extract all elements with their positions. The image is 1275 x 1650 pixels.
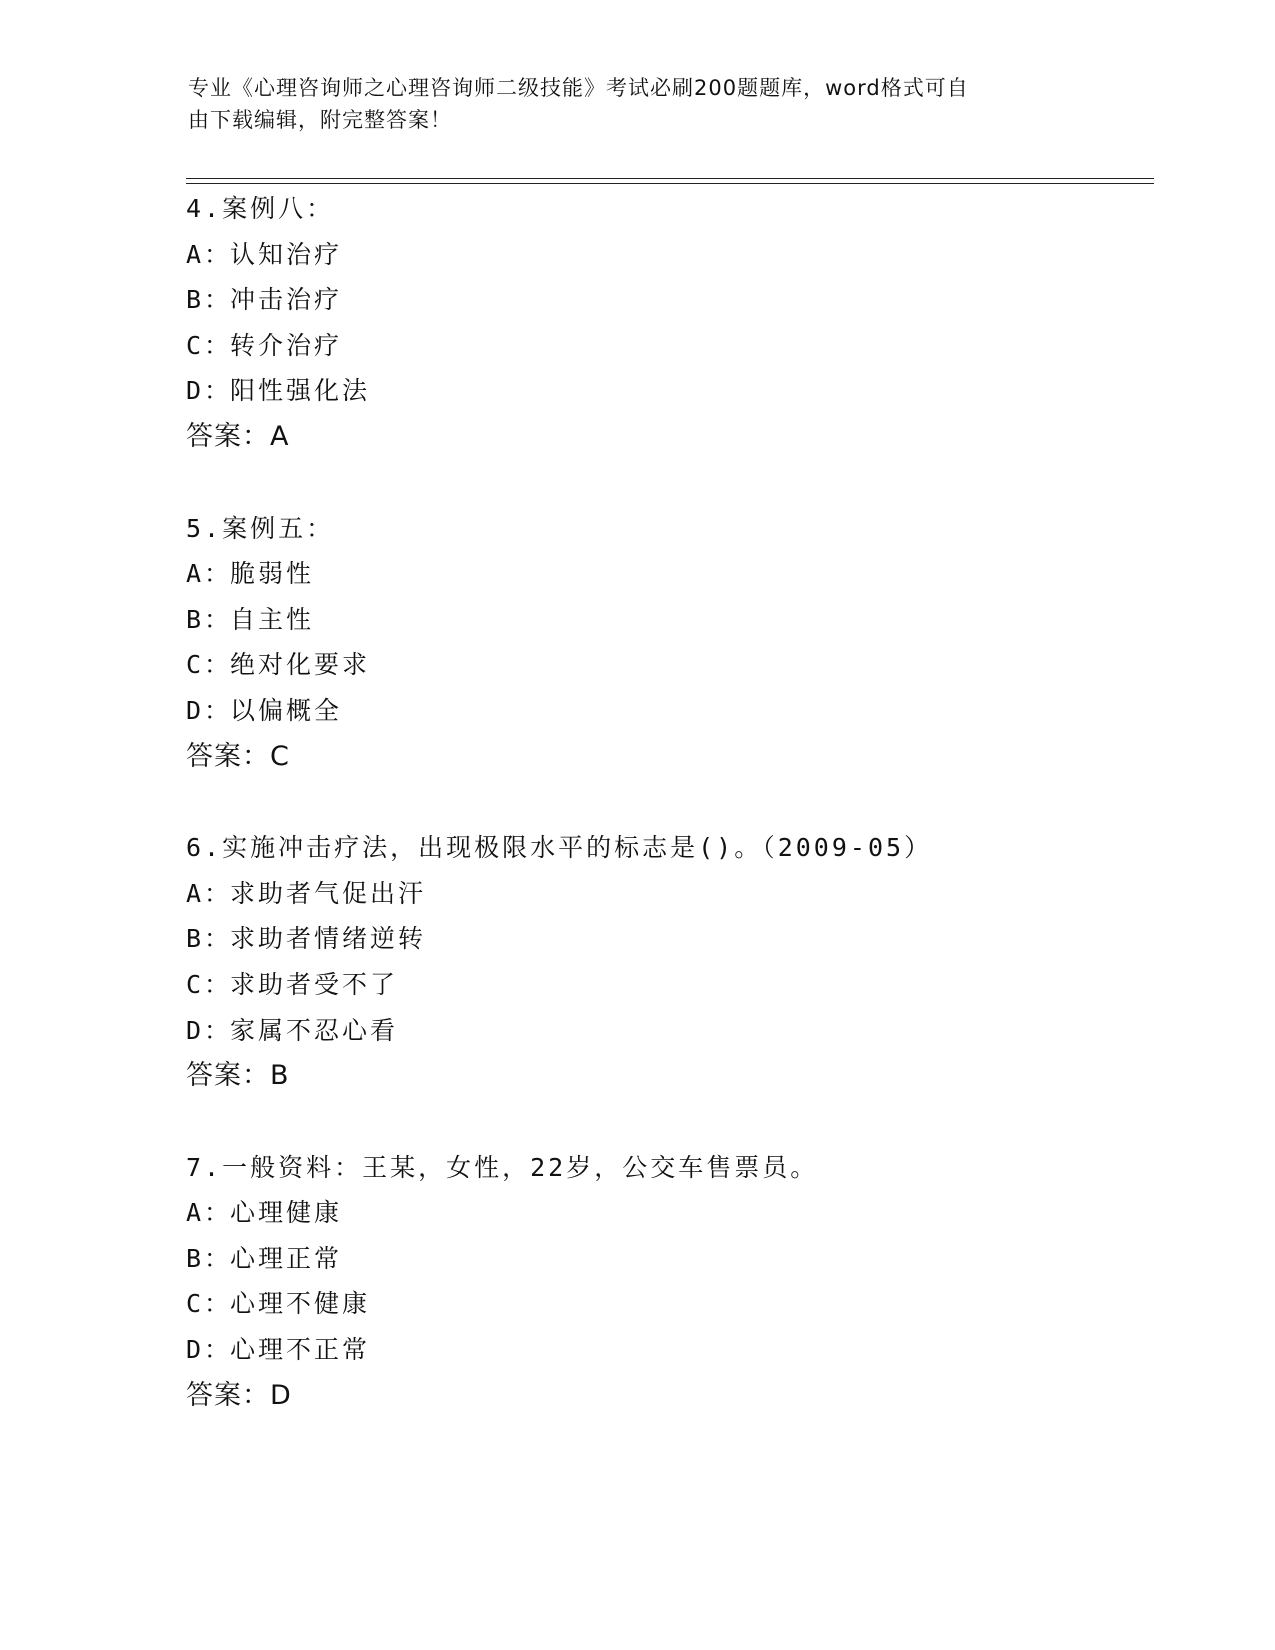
option-text: 心理不正常 [230,1335,371,1365]
option-d [186,1327,1146,1373]
option-b [186,1236,1146,1282]
option-key: D： [186,1015,233,1045]
option-text: 求助者气促出汗 [230,878,427,908]
option-c [186,323,1146,369]
option-c [186,962,1146,1008]
option-key: B： [186,1243,233,1273]
option-key: B： [186,285,233,315]
question-7 [186,1145,1146,1419]
option-b [186,277,1146,323]
option-key: A： [186,559,233,589]
option-text: 冲击治疗 [230,285,343,315]
answer-line: 答案：D [186,1379,292,1411]
option-b [186,916,1146,962]
option-text: 认知治疗 [230,239,343,269]
option-key: B： [186,604,233,634]
answer-line: 答案：B [186,1060,290,1092]
question-title: 5.案例五： [186,513,335,543]
option-text: 家属不忍心看 [230,1015,399,1045]
option-c [186,1281,1146,1327]
question-title: 6.实施冲击疗法，出现极限水平的标志是()。（2009-05） [186,833,933,863]
option-key: C： [186,969,233,999]
answer-line: 答案：A [186,420,290,452]
question-title: 4.案例八： [186,194,335,223]
option-text: 求助者情绪逆转 [230,924,427,954]
option-key: C： [186,650,233,680]
question-list [186,186,1146,1464]
option-key: A： [186,1198,233,1228]
question-4 [186,186,1146,460]
header-line-2: 由下载编辑，附完整答案！ [188,108,452,132]
option-key: A： [186,239,233,269]
option-key: D： [186,376,233,406]
option-a [186,551,1146,597]
option-c [186,642,1146,688]
option-text: 以偏概全 [230,695,343,725]
option-a [186,871,1146,917]
option-key: C： [186,330,233,360]
option-d [186,1008,1146,1054]
option-key: D： [186,1335,233,1365]
option-text: 阳性强化法 [230,376,371,406]
option-text: 自主性 [230,604,315,634]
answer-line: 答案：C [186,740,290,772]
option-text: 心理不健康 [230,1289,371,1319]
document-header [188,72,1068,136]
option-key: B： [186,924,233,954]
header-line-1: 专业《心理咨询师之心理咨询师二级技能》考试必刷200题题库，word格式可自 [188,76,969,100]
option-b [186,597,1146,643]
option-text: 心理健康 [230,1198,343,1228]
option-a [186,232,1146,278]
header-divider-top [186,178,1154,179]
option-a [186,1190,1146,1236]
option-key: C： [186,1289,233,1319]
option-text: 脆弱性 [230,559,315,589]
option-d [186,368,1146,414]
question-6 [186,825,1146,1099]
header-divider-bottom [186,183,1154,184]
option-text: 绝对化要求 [230,650,371,680]
option-key: A： [186,878,233,908]
question-5 [186,506,1146,780]
option-key: D： [186,695,233,725]
option-d [186,688,1146,734]
option-text: 心理正常 [230,1243,343,1273]
option-text: 求助者受不了 [230,969,399,999]
option-text: 转介治疗 [230,330,343,360]
question-title: 7.一般资料：王某，女性，22岁，公交车售票员。 [186,1152,819,1182]
